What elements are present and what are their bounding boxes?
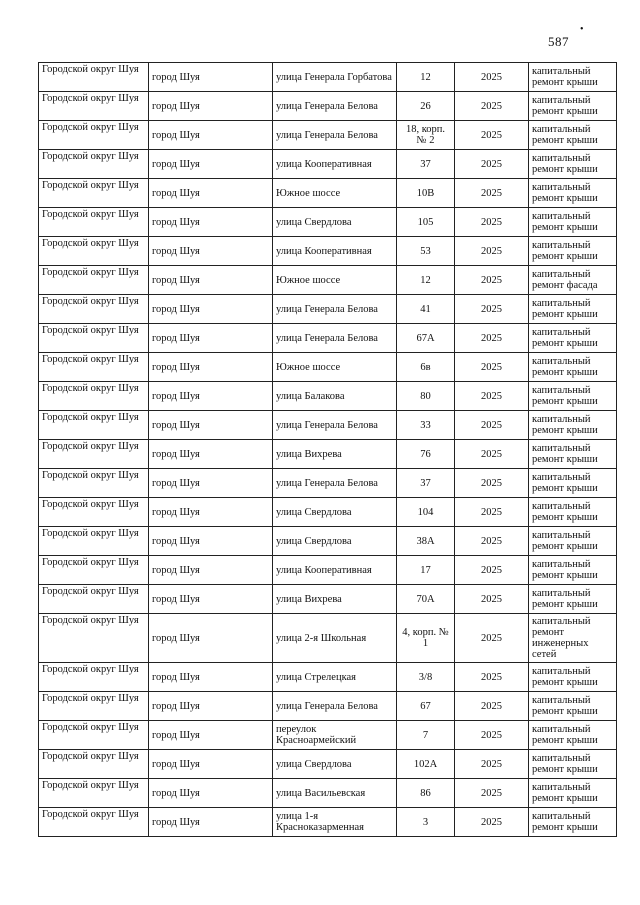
page-mark: • [580, 24, 584, 35]
street-cell: улица Генерала Белова [273, 469, 397, 498]
work-type-cell: капитальный ремонт крыши [529, 353, 617, 382]
work-type-cell: капитальный ремонт крыши [529, 469, 617, 498]
street-cell: улица Генерала Белова [273, 295, 397, 324]
region-cell: Городской округ Шуя [39, 179, 149, 208]
table-row [39, 808, 617, 837]
year-cell: 2025 [455, 353, 529, 382]
region-cell: Городской округ Шуя [39, 692, 149, 721]
city-cell: город Шуя [149, 92, 273, 121]
house-number-cell: 76 [397, 440, 455, 469]
work-type-cell: капитальный ремонт крыши [529, 721, 617, 750]
house-number-cell: 33 [397, 411, 455, 440]
street-cell: Южное шоссе [273, 353, 397, 382]
year-cell: 2025 [455, 498, 529, 527]
work-type-cell: капитальный ремонт крыши [529, 208, 617, 237]
street-cell: Южное шоссе [273, 179, 397, 208]
region-cell: Городской округ Шуя [39, 469, 149, 498]
house-number-cell: 67А [397, 324, 455, 353]
street-cell: улица Свердлова [273, 208, 397, 237]
work-type-cell: капитальный ремонт крыши [529, 295, 617, 324]
city-cell: город Шуя [149, 721, 273, 750]
region-cell: Городской округ Шуя [39, 663, 149, 692]
house-number-cell: 6в [397, 353, 455, 382]
street-cell: улица Генерала Белова [273, 324, 397, 353]
work-type-cell: капитальный ремонт крыши [529, 498, 617, 527]
region-cell: Городской округ Шуя [39, 750, 149, 779]
year-cell: 2025 [455, 121, 529, 150]
region-cell: Городской округ Шуя [39, 779, 149, 808]
street-cell: улица Генерала Белова [273, 121, 397, 150]
house-number-cell: 37 [397, 150, 455, 179]
works-table-container [38, 62, 616, 837]
street-cell: улица Генерала Белова [273, 692, 397, 721]
house-number-cell: 7 [397, 721, 455, 750]
table-row [39, 353, 617, 382]
city-cell: город Шуя [149, 179, 273, 208]
city-cell: город Шуя [149, 237, 273, 266]
works-table [38, 62, 617, 837]
region-cell: Городской округ Шуя [39, 808, 149, 837]
region-cell: Городской округ Шуя [39, 353, 149, 382]
year-cell: 2025 [455, 411, 529, 440]
region-cell: Городской округ Шуя [39, 266, 149, 295]
region-cell: Городской округ Шуя [39, 527, 149, 556]
work-type-cell: капитальный ремонт крыши [529, 750, 617, 779]
work-type-cell: капитальный ремонт крыши [529, 779, 617, 808]
work-type-cell: капитальный ремонт крыши [529, 411, 617, 440]
street-cell: улица Свердлова [273, 527, 397, 556]
year-cell: 2025 [455, 585, 529, 614]
region-cell: Городской округ Шуя [39, 237, 149, 266]
region-cell: Городской округ Шуя [39, 324, 149, 353]
city-cell: город Шуя [149, 750, 273, 779]
table-row [39, 63, 617, 92]
region-cell: Городской округ Шуя [39, 63, 149, 92]
city-cell: город Шуя [149, 208, 273, 237]
year-cell: 2025 [455, 63, 529, 92]
house-number-cell: 12 [397, 63, 455, 92]
street-cell: улица Генерала Белова [273, 411, 397, 440]
street-cell: улица Васильевская [273, 779, 397, 808]
city-cell: город Шуя [149, 382, 273, 411]
street-cell: улица Вихрева [273, 440, 397, 469]
street-cell: переулок Красноармейский [273, 721, 397, 750]
city-cell: город Шуя [149, 295, 273, 324]
table-row [39, 295, 617, 324]
year-cell: 2025 [455, 750, 529, 779]
table-row [39, 527, 617, 556]
house-number-cell: 26 [397, 92, 455, 121]
year-cell: 2025 [455, 150, 529, 179]
street-cell: улица Вихрева [273, 585, 397, 614]
house-number-cell: 70А [397, 585, 455, 614]
year-cell: 2025 [455, 469, 529, 498]
table-row [39, 750, 617, 779]
table-row [39, 469, 617, 498]
city-cell: город Шуя [149, 614, 273, 663]
house-number-cell: 3/8 [397, 663, 455, 692]
page-number: 587 [548, 34, 569, 49]
street-cell: улица Генерала Белова [273, 92, 397, 121]
region-cell: Городской округ Шуя [39, 295, 149, 324]
year-cell: 2025 [455, 614, 529, 663]
year-cell: 2025 [455, 295, 529, 324]
year-cell: 2025 [455, 663, 529, 692]
house-number-cell: 105 [397, 208, 455, 237]
street-cell: улица Свердлова [273, 750, 397, 779]
city-cell: город Шуя [149, 121, 273, 150]
house-number-cell: 104 [397, 498, 455, 527]
house-number-cell: 17 [397, 556, 455, 585]
street-cell: улица Свердлова [273, 498, 397, 527]
table-row [39, 179, 617, 208]
house-number-cell: 3 [397, 808, 455, 837]
table-row [39, 266, 617, 295]
region-cell: Городской округ Шуя [39, 208, 149, 237]
work-type-cell: капитальный ремонт крыши [529, 585, 617, 614]
table-row [39, 585, 617, 614]
year-cell: 2025 [455, 721, 529, 750]
year-cell: 2025 [455, 382, 529, 411]
work-type-cell: капитальный ремонт крыши [529, 179, 617, 208]
table-row [39, 324, 617, 353]
house-number-cell: 10В [397, 179, 455, 208]
house-number-cell: 4, корп. № 1 [397, 614, 455, 663]
work-type-cell: капитальный ремонт крыши [529, 324, 617, 353]
city-cell: город Шуя [149, 353, 273, 382]
house-number-cell: 37 [397, 469, 455, 498]
city-cell: город Шуя [149, 324, 273, 353]
street-cell: улица Кооперативная [273, 150, 397, 179]
city-cell: город Шуя [149, 150, 273, 179]
city-cell: город Шуя [149, 469, 273, 498]
city-cell: город Шуя [149, 527, 273, 556]
region-cell: Городской округ Шуя [39, 150, 149, 179]
house-number-cell: 80 [397, 382, 455, 411]
street-cell: Южное шоссе [273, 266, 397, 295]
year-cell: 2025 [455, 179, 529, 208]
table-row [39, 208, 617, 237]
house-number-cell: 67 [397, 692, 455, 721]
year-cell: 2025 [455, 527, 529, 556]
table-row [39, 92, 617, 121]
table-row [39, 498, 617, 527]
city-cell: город Шуя [149, 411, 273, 440]
work-type-cell: капитальный ремонт крыши [529, 237, 617, 266]
works-table-body [39, 63, 617, 837]
house-number-cell: 18, корп. № 2 [397, 121, 455, 150]
city-cell: город Шуя [149, 585, 273, 614]
year-cell: 2025 [455, 208, 529, 237]
table-row [39, 440, 617, 469]
street-cell: улица Генерала Горбатова [273, 63, 397, 92]
table-row [39, 237, 617, 266]
year-cell: 2025 [455, 779, 529, 808]
street-cell: улица Балакова [273, 382, 397, 411]
region-cell: Городской округ Шуя [39, 440, 149, 469]
city-cell: город Шуя [149, 556, 273, 585]
year-cell: 2025 [455, 440, 529, 469]
city-cell: город Шуя [149, 779, 273, 808]
street-cell: улица Стрелецкая [273, 663, 397, 692]
street-cell: улица 1-я Красноказарменная [273, 808, 397, 837]
house-number-cell: 102А [397, 750, 455, 779]
year-cell: 2025 [455, 556, 529, 585]
city-cell: город Шуя [149, 440, 273, 469]
region-cell: Городской округ Шуя [39, 92, 149, 121]
table-row [39, 614, 617, 663]
year-cell: 2025 [455, 266, 529, 295]
work-type-cell: капитальный ремонт крыши [529, 92, 617, 121]
city-cell: город Шуя [149, 692, 273, 721]
work-type-cell: капитальный ремонт крыши [529, 150, 617, 179]
region-cell: Городской округ Шуя [39, 721, 149, 750]
work-type-cell: капитальный ремонт крыши [529, 121, 617, 150]
work-type-cell: капитальный ремонт крыши [529, 692, 617, 721]
year-cell: 2025 [455, 692, 529, 721]
region-cell: Городской округ Шуя [39, 498, 149, 527]
table-row [39, 692, 617, 721]
city-cell: город Шуя [149, 498, 273, 527]
street-cell: улица Кооперативная [273, 237, 397, 266]
city-cell: город Шуя [149, 266, 273, 295]
table-row [39, 411, 617, 440]
table-row [39, 382, 617, 411]
table-row [39, 779, 617, 808]
work-type-cell: капитальный ремонт крыши [529, 382, 617, 411]
work-type-cell: капитальный ремонт крыши [529, 527, 617, 556]
region-cell: Городской округ Шуя [39, 121, 149, 150]
region-cell: Городской округ Шуя [39, 614, 149, 663]
year-cell: 2025 [455, 237, 529, 266]
year-cell: 2025 [455, 324, 529, 353]
street-cell: улица Кооперативная [273, 556, 397, 585]
year-cell: 2025 [455, 92, 529, 121]
table-row [39, 556, 617, 585]
house-number-cell: 86 [397, 779, 455, 808]
city-cell: город Шуя [149, 63, 273, 92]
work-type-cell: капитальный ремонт фасада [529, 266, 617, 295]
year-cell: 2025 [455, 808, 529, 837]
work-type-cell: капитальный ремонт крыши [529, 63, 617, 92]
table-row [39, 150, 617, 179]
city-cell: город Шуя [149, 663, 273, 692]
house-number-cell: 38А [397, 527, 455, 556]
house-number-cell: 41 [397, 295, 455, 324]
region-cell: Городской округ Шуя [39, 556, 149, 585]
city-cell: город Шуя [149, 808, 273, 837]
region-cell: Городской округ Шуя [39, 585, 149, 614]
work-type-cell: капитальный ремонт крыши [529, 556, 617, 585]
work-type-cell: капитальный ремонт инженерных сетей [529, 614, 617, 663]
table-row [39, 121, 617, 150]
work-type-cell: капитальный ремонт крыши [529, 440, 617, 469]
work-type-cell: капитальный ремонт крыши [529, 808, 617, 837]
region-cell: Городской округ Шуя [39, 411, 149, 440]
work-type-cell: капитальный ремонт крыши [529, 663, 617, 692]
table-row [39, 663, 617, 692]
region-cell: Городской округ Шуя [39, 382, 149, 411]
table-row [39, 721, 617, 750]
house-number-cell: 12 [397, 266, 455, 295]
street-cell: улица 2-я Школьная [273, 614, 397, 663]
house-number-cell: 53 [397, 237, 455, 266]
